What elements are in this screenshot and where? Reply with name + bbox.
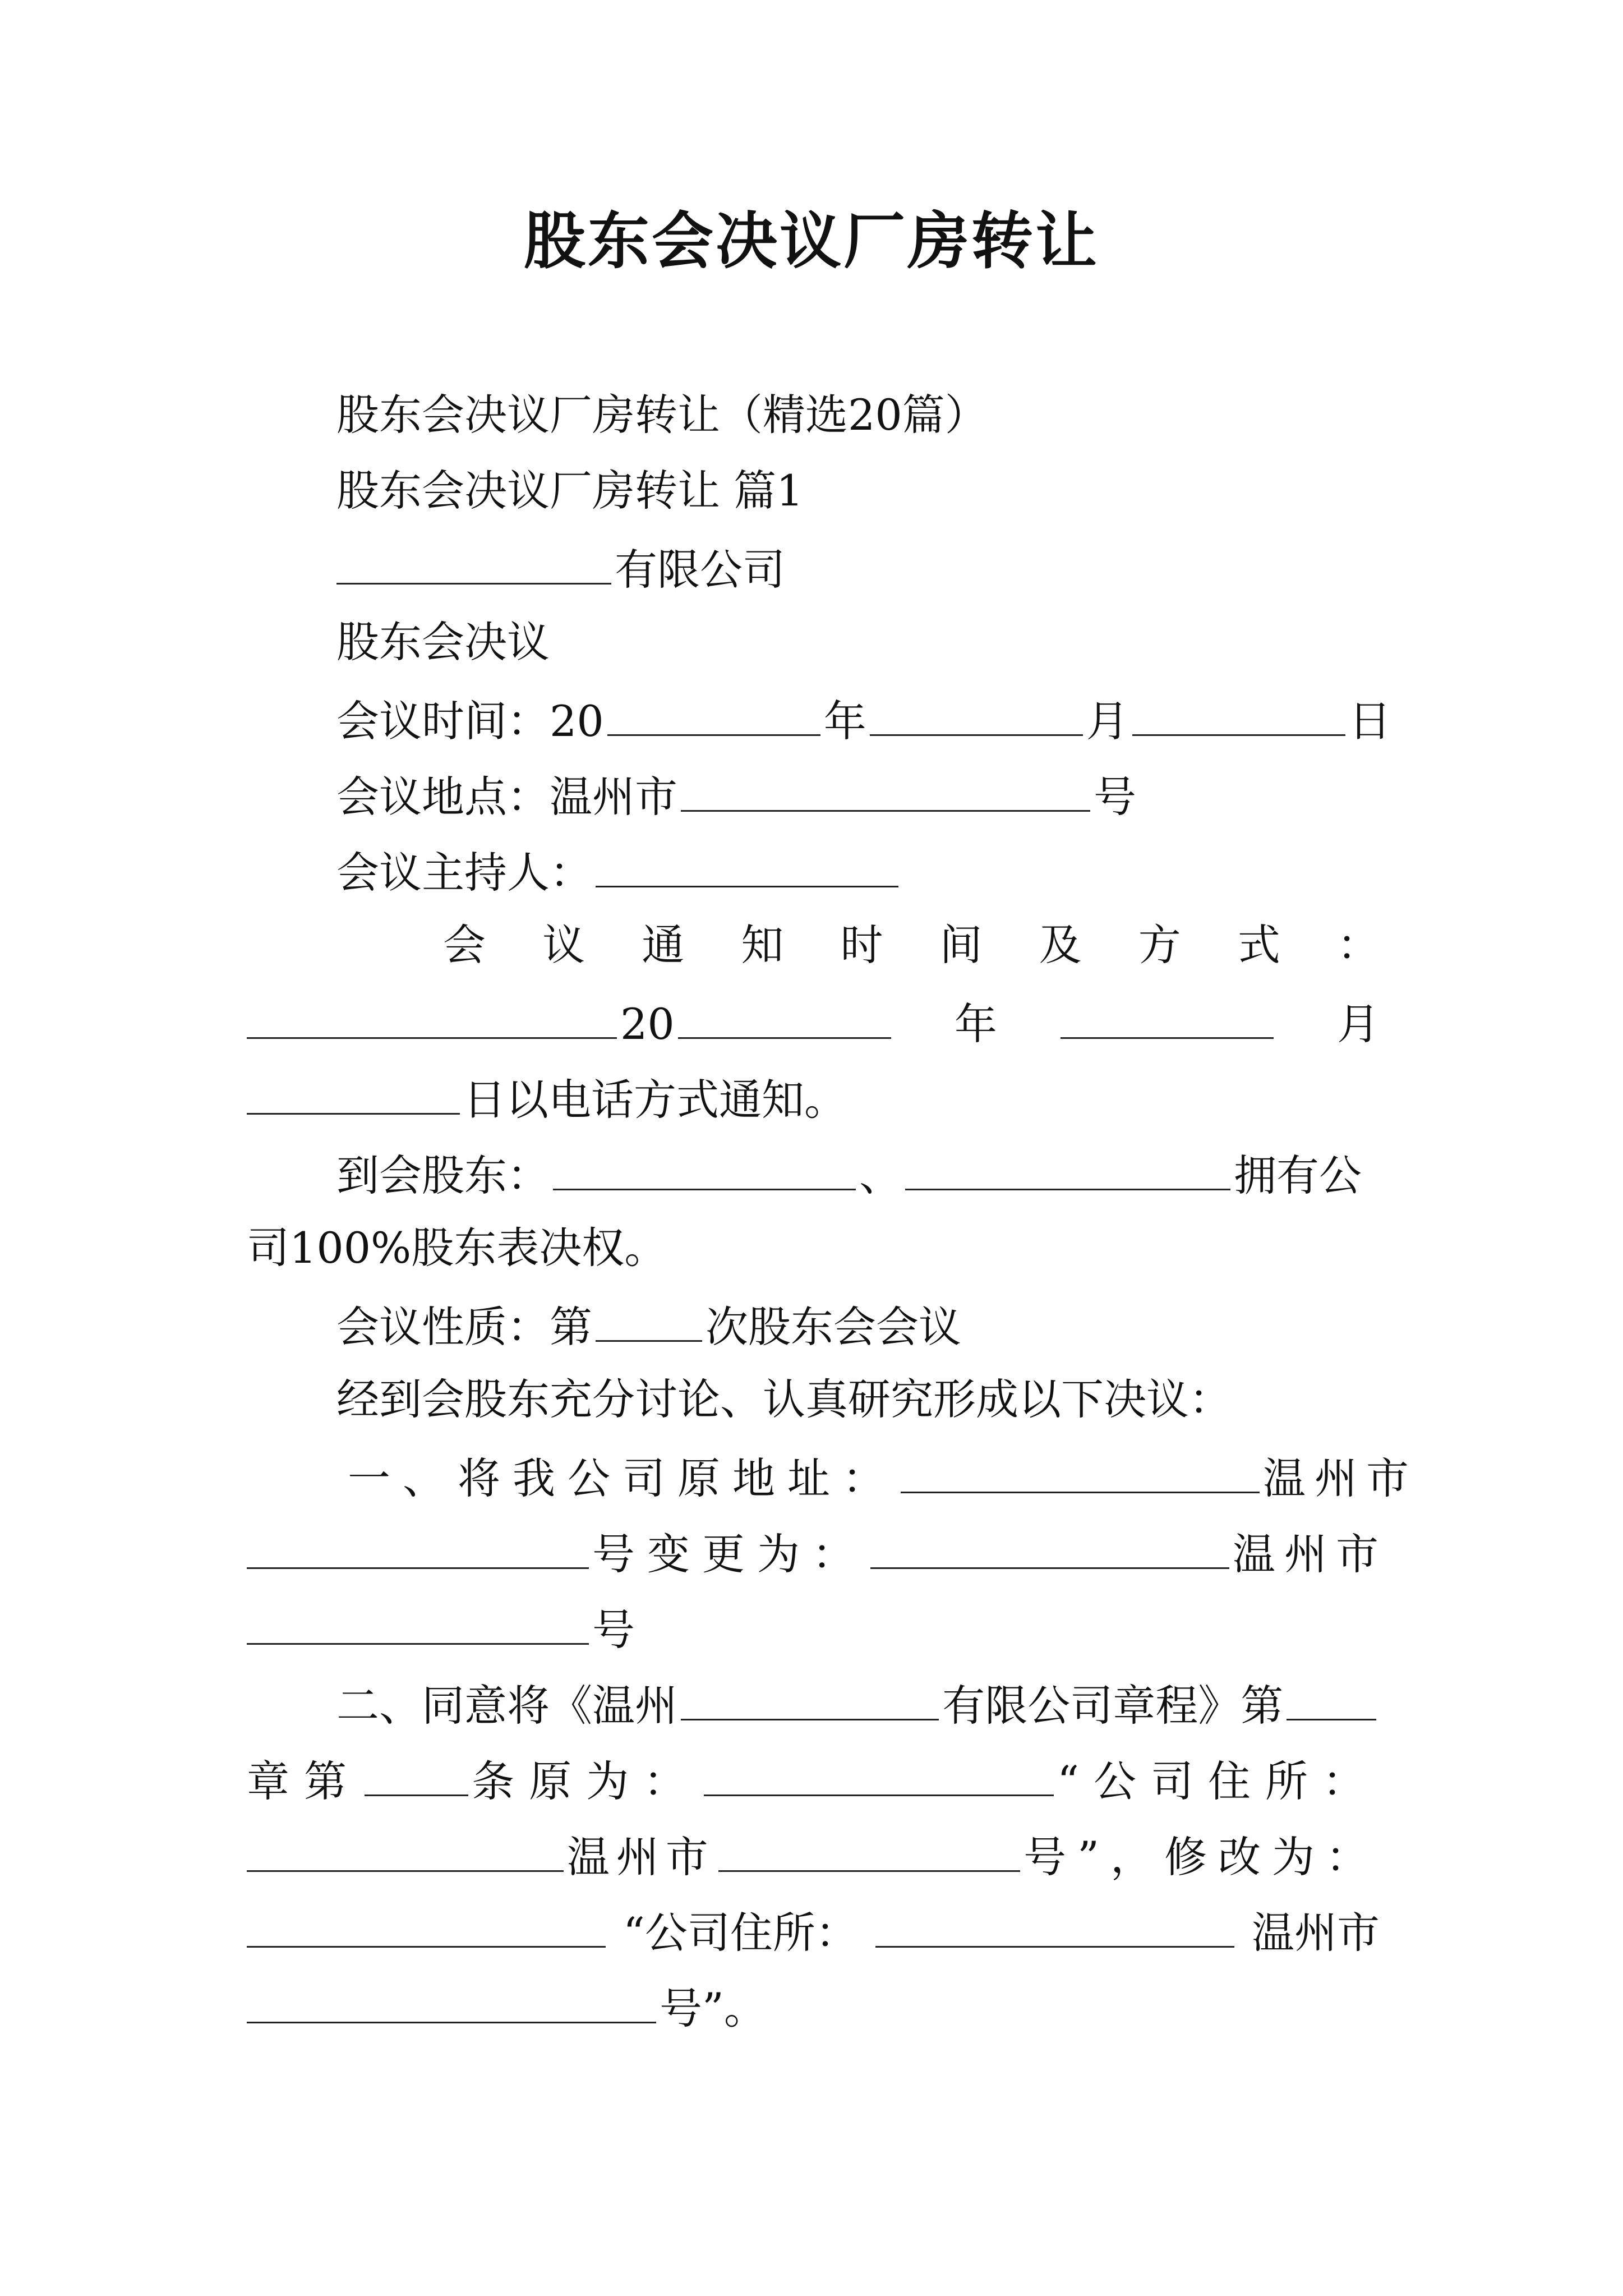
meeting-time-line: 会议时间：20 年 月 日: [336, 687, 1391, 749]
meeting-place-line: 会议地点：温州市 号: [336, 763, 1136, 825]
notice-month-blank: [1061, 990, 1274, 1039]
new-address-blank: [870, 1520, 1229, 1569]
item-one-line: 一、将我公司原地址： 温州市: [348, 1444, 1418, 1506]
item-two-end-line: 号”。: [247, 1975, 767, 2036]
host-blank: [596, 839, 898, 887]
original-number-blank: [247, 1520, 589, 1569]
new-residence-number-blank: [247, 1975, 656, 2023]
section-heading: 股东会决议厂房转让 篇1: [336, 466, 804, 516]
meeting-nature-line: 会议性质：第 次股东会会议: [336, 1293, 961, 1355]
new-number-blank: [247, 1596, 589, 1645]
item-two-new-address-line: “公司住所： 温州市: [247, 1899, 1380, 1961]
host-line: 会议主持人：: [336, 839, 902, 900]
document-title: 股东会决议厂房转让: [524, 205, 1099, 277]
notice-date-line: 20 年 月: [247, 990, 1380, 1052]
company-line: 有限公司: [336, 536, 785, 597]
notice-blank: [247, 990, 617, 1039]
month-blank: [870, 687, 1083, 736]
notice-year-blank: [678, 990, 891, 1039]
voting-rights-line: 司100%股东表决权。: [247, 1223, 667, 1273]
shareholder-2-blank: [905, 1142, 1230, 1190]
item-two-line: 二、同意将《温州 有限公司章程》第: [336, 1672, 1380, 1733]
original-address-blank: [901, 1444, 1260, 1493]
shareholder-1-blank: [553, 1142, 856, 1190]
notice-day-blank: [247, 1066, 460, 1115]
chapter-blank: [1287, 1672, 1376, 1720]
new-residence-blank: [875, 1899, 1234, 1948]
meeting-number-blank: [596, 1293, 702, 1342]
original-residence-number-blank: [718, 1823, 1020, 1872]
notice-method-line: 日以电话方式通知。: [247, 1066, 847, 1128]
discussion-line: 经到会股东充分讨论、认真研究形成以下决议：: [336, 1374, 1232, 1424]
new-residence-prefix-blank: [247, 1899, 606, 1948]
charter-company-blank: [681, 1672, 939, 1720]
company-name-blank: [336, 536, 611, 585]
item-one-change-line: 号变更为： 温州市: [247, 1520, 1387, 1582]
address-blank: [681, 763, 1090, 812]
item-two-article-line: 章第 条原为： “公司住所：: [247, 1747, 1380, 1809]
shareholders-line: 到会股东： 、 拥有公: [336, 1142, 1362, 1203]
item-two-address-line: 温州市 号”，修改为：: [247, 1823, 1380, 1885]
item-one-end-line: 号: [247, 1596, 635, 1658]
article-blank: [365, 1747, 468, 1796]
original-residence-blank: [247, 1823, 564, 1872]
resolution-heading: 股东会决议: [336, 617, 550, 667]
original-text-blank: [704, 1747, 1054, 1796]
subtitle-line: 股东会决议厂房转让（精选20篇）: [336, 390, 988, 440]
year-blank: [607, 687, 820, 736]
notice-line: 会 议 通 知 时 间 及 方 式 ：: [443, 920, 1380, 970]
day-blank: [1132, 687, 1345, 736]
